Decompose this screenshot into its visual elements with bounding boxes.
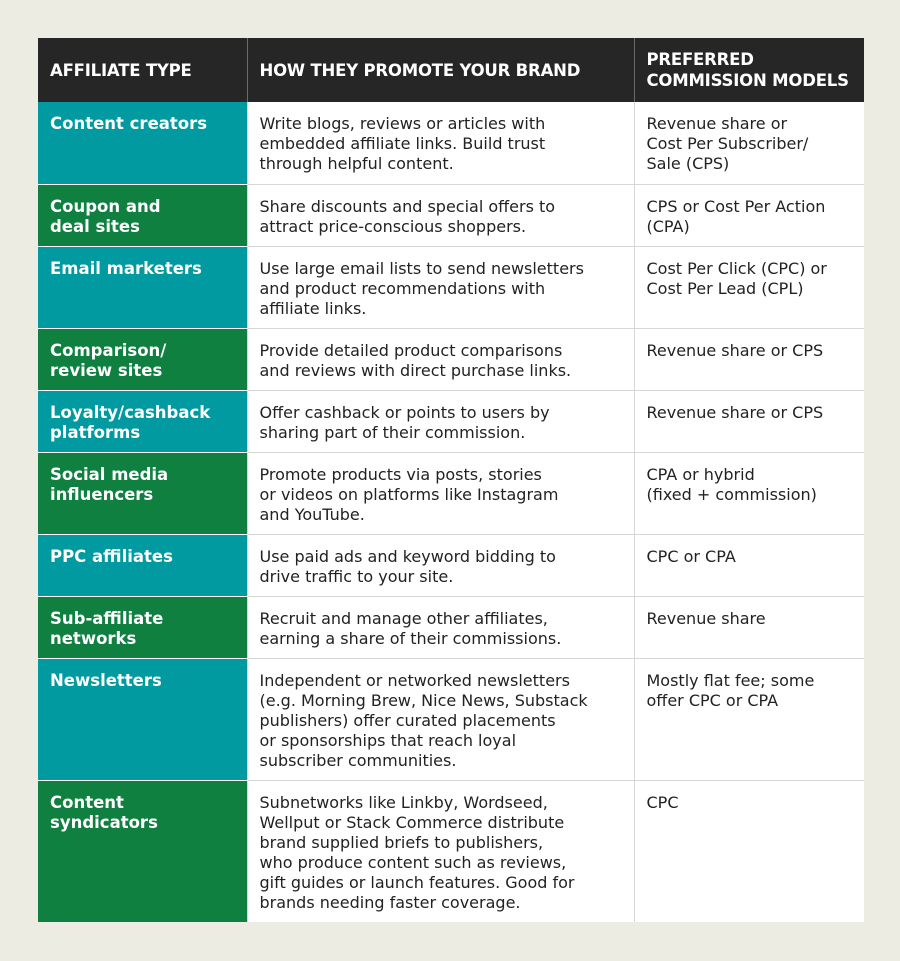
table-row — [38, 102, 864, 184]
commission-model-cell — [634, 452, 864, 534]
promotion-description-cell — [247, 184, 634, 246]
promotion-description-line: Subnetworks like Linkby, Wordseed, — [259, 792, 548, 812]
table-row — [38, 246, 864, 328]
promotion-description-line: gift guides or launch features. Good for — [259, 872, 575, 892]
commission-model-cell — [634, 102, 864, 184]
promotion-description-cell — [247, 596, 634, 658]
affiliate-type-line: Social media — [50, 464, 169, 484]
commission-model-line: (fixed + commission) — [646, 484, 817, 504]
promotion-description-line: brands needing faster coverage. — [259, 892, 521, 912]
commission-model-line: Sale (CPS) — [646, 154, 730, 173]
commission-model-line: Revenue share or CPS — [646, 402, 824, 422]
promotion-description-line: and YouTube. — [259, 504, 365, 524]
promotion-description-cell — [247, 658, 634, 780]
affiliate-type-cell — [38, 246, 247, 328]
affiliate-type-line: influencers — [50, 484, 154, 504]
promotion-description-line: affiliate links. — [259, 298, 367, 318]
promotion-description-line: Use paid ads and keyword bidding to — [259, 546, 556, 566]
promotion-description-cell — [247, 390, 634, 452]
promotion-description-line: drive traffic to your site. — [259, 566, 454, 586]
table-row — [38, 780, 864, 922]
commission-model-line: CPS or Cost Per Action — [646, 196, 826, 216]
header-how-they-promote: HOW THEY PROMOTE YOUR BRAND — [247, 38, 634, 102]
commission-model-line: Revenue share — [646, 608, 766, 628]
promotion-description-line: or videos on platforms like Instagram — [259, 484, 559, 504]
affiliate-type-line: Content creators — [50, 114, 208, 133]
commission-model-line: Mostly flat fee; some — [646, 670, 815, 690]
affiliate-type-line: Loyalty/cashback — [50, 402, 211, 422]
affiliate-types-table — [38, 38, 864, 922]
promotion-description-cell — [247, 102, 634, 184]
commission-model-cell — [634, 328, 864, 390]
affiliate-type-line: platforms — [50, 422, 141, 442]
header-row — [38, 38, 864, 102]
promotion-description-line: and product recommendations with — [259, 278, 546, 298]
promotion-description-line: Write blogs, reviews or articles with — [259, 114, 546, 133]
commission-model-line: Revenue share or — [646, 114, 788, 133]
promotion-description-line: who produce content such as reviews, — [259, 852, 567, 872]
table-header — [38, 38, 864, 102]
affiliate-type-line: deal sites — [50, 216, 140, 236]
affiliate-type-cell — [38, 328, 247, 390]
affiliate-type-line: Email marketers — [50, 258, 202, 278]
header-commission-line1: PREFERRED — [646, 50, 754, 69]
commission-model-cell — [634, 780, 864, 922]
table-row — [38, 390, 864, 452]
promotion-description-cell — [247, 246, 634, 328]
promotion-description-line: attract price-conscious shoppers. — [259, 216, 527, 236]
table-row — [38, 596, 864, 658]
affiliate-type-line: syndicators — [50, 812, 158, 832]
promotion-description-line: or sponsorships that reach loyal — [259, 730, 517, 750]
commission-model-cell — [634, 246, 864, 328]
affiliate-type-line: Sub-affiliate — [50, 608, 164, 628]
commission-model-line: Revenue share or CPS — [646, 340, 824, 360]
commission-model-line: Cost Per Subscriber/ — [646, 134, 809, 153]
commission-model-line: CPA or hybrid — [646, 464, 755, 484]
table-row — [38, 658, 864, 780]
promotion-description-line: Independent or networked newsletters — [259, 670, 570, 690]
promotion-description-line: Promote products via posts, stories — [259, 464, 542, 484]
promotion-description-line: and reviews with direct purchase links. — [259, 360, 572, 380]
promotion-description-line: Offer cashback or points to users by — [259, 402, 550, 422]
promotion-description-line: Share discounts and special offers to — [259, 196, 556, 216]
affiliate-type-line: Content — [50, 792, 124, 812]
promotion-description-line: Use large email lists to send newsletters — [259, 258, 584, 278]
promotion-description-line: subscriber communities. — [259, 750, 457, 770]
affiliate-type-cell — [38, 534, 247, 596]
header-affiliate-type: AFFILIATE TYPE — [38, 38, 247, 102]
commission-model-line: (CPA) — [646, 216, 690, 236]
promotion-description-line: embedded affiliate links. Build trust — [259, 134, 546, 153]
commission-model-cell — [634, 184, 864, 246]
table-row — [38, 534, 864, 596]
promotion-description-line: publishers) offer curated placements — [259, 710, 556, 730]
promotion-description-line: (e.g. Morning Brew, Nice News, Substack — [259, 690, 588, 710]
affiliate-type-line: Coupon and — [50, 196, 161, 216]
affiliate-type-cell — [38, 184, 247, 246]
commission-model-cell — [634, 596, 864, 658]
affiliate-type-line: PPC affiliates — [50, 546, 173, 566]
header-commission-models — [634, 38, 864, 102]
commission-model-line: CPC — [646, 792, 679, 812]
affiliate-type-line: review sites — [50, 360, 163, 380]
promotion-description-line: earning a share of their commissions. — [259, 628, 562, 648]
promotion-description-cell — [247, 452, 634, 534]
affiliate-type-line: Newsletters — [50, 670, 162, 690]
table-row — [38, 452, 864, 534]
affiliate-type-cell — [38, 102, 247, 184]
promotion-description-cell — [247, 780, 634, 922]
commission-model-cell — [634, 658, 864, 780]
promotion-description-cell — [247, 328, 634, 390]
promotion-description-line: Wellput or Stack Commerce distribute — [259, 812, 565, 832]
commission-model-line: CPC or CPA — [646, 546, 736, 566]
promotion-description-line: Recruit and manage other affiliates, — [259, 608, 548, 628]
affiliate-type-line: Comparison/ — [50, 340, 167, 360]
commission-model-line: offer CPC or CPA — [646, 690, 779, 710]
promotion-description-cell — [247, 534, 634, 596]
affiliate-type-cell — [38, 452, 247, 534]
commission-model-cell — [634, 534, 864, 596]
affiliate-type-cell — [38, 390, 247, 452]
affiliate-type-cell — [38, 596, 247, 658]
header-commission-line2: COMMISSION MODELS — [646, 71, 849, 90]
commission-model-line: Cost Per Click (CPC) or — [646, 258, 827, 278]
promotion-description-line: through helpful content. — [259, 154, 454, 173]
promotion-description-line: Provide detailed product comparisons — [259, 340, 563, 360]
commission-model-line: Cost Per Lead (CPL) — [646, 278, 804, 298]
table-row — [38, 184, 864, 246]
affiliate-type-line: networks — [50, 628, 137, 648]
promotion-description-line: sharing part of their commission. — [259, 422, 526, 442]
commission-model-cell — [634, 390, 864, 452]
affiliate-type-cell — [38, 658, 247, 780]
affiliate-type-cell — [38, 780, 247, 922]
promotion-description-line: brand supplied briefs to publishers, — [259, 832, 544, 852]
table-body — [38, 102, 864, 922]
table-row — [38, 328, 864, 390]
